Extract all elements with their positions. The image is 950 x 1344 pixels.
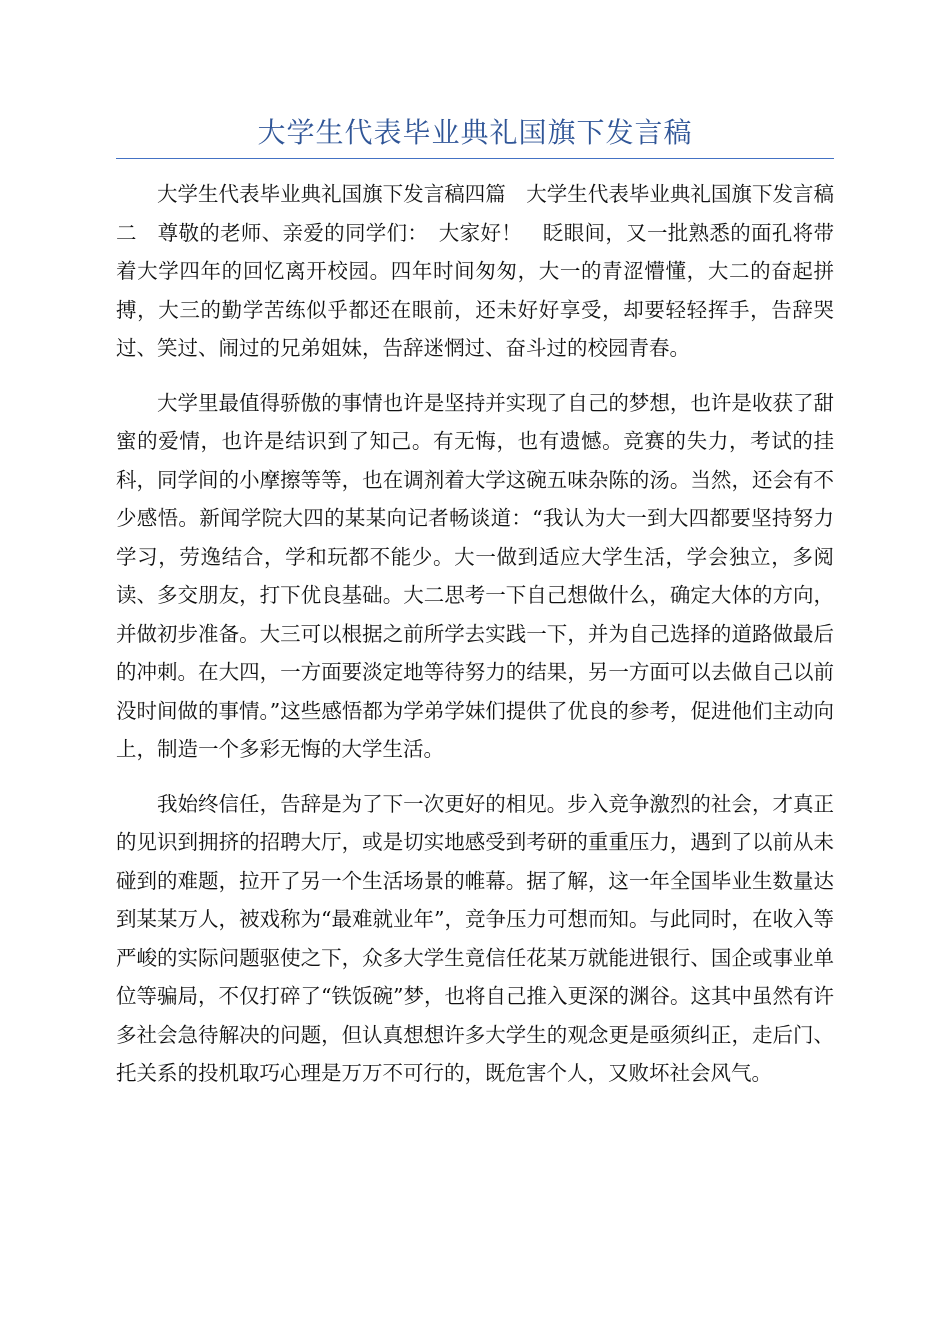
paragraph-3: 我始终信任，告辞是为了下一次更好的相见。步入竞争激烈的社会，才真正的见识到拥挤的招聘大厅，或是切实地感受到考研的重重压力，遇到了以前从未碰到的难题，拉开了另一个生活场景的帷幕。据了解，这一年全国毕业生数量达到某某万人，被戏称为“最难就业年”，竞争压力可想而知。与此同时，在收入等严峻的实际问题驱使之下，众多大学生竟信任花某万就能进银行、国企或事业单位等骗局，不仅打碎了“铁饭碗”梦，也将自己推入更深的渊谷。这其中虽然有许多社会急待解决的问题，但认真想想许多大学生的观念更是亟须纠正，走后门、托关系的投机取巧心理是万万不可行的，既危害个人，又败坏社会风气。 [116,791,834,1085]
paragraph-1: 大学生代表毕业典礼国旗下发言稿四篇 大学生代表毕业典礼国旗下发言稿二 尊敬的老师、亲爱的同学们： 大家好！ 眨眼间，又一批熟悉的面孔将带着大学四年的回忆离开校园。四年时间匆匆，大一的青涩懵懂，大二的奋起拼搏，大三的勤学苦练似乎都还在眼前，还未好好享受，却要轻轻挥手，告辞哭过、笑过、闹过的兄弟姐妹，告辞迷惘过、奋斗过的校园青春。 [116,182,834,360]
title-underline [116,158,834,159]
paragraph-2: 大学里最值得骄傲的事情也许是坚持并实现了自己的梦想，也许是收获了甜蜜的爱情，也许是结识到了知己。有无悔，也有遗憾。竞赛的失力，考试的挂科，同学间的小摩擦等等，也在调剂着大学这碗五味杂陈的汤。当然，还会有不少感悟。新闻学院大四的某某向记者畅谈道：“我认为大一到大四都要坚持努力学习，劳逸结合，学和玩都不能少。大一做到适应大学生活，学会独立，多阅读、多交朋友，打下优良基础。大二思考一下自己想做什么，确定大体的方向，并做初步准备。大三可以根据之前所学去实践一下，并为自己选择的道路做最后的冲刺。在大四，一方面要淡定地等待努力的结果，另一方面可以去做自己以前没时间做的事情。”这些感悟都为学弟学妹们提供了优良的参考，促进他们主动向上，制造一个多彩无悔的大学生活。 [116,390,834,761]
document-title: 大学生代表毕业典礼国旗下发言稿 [257,116,693,149]
document-page [116,108,834,1109]
